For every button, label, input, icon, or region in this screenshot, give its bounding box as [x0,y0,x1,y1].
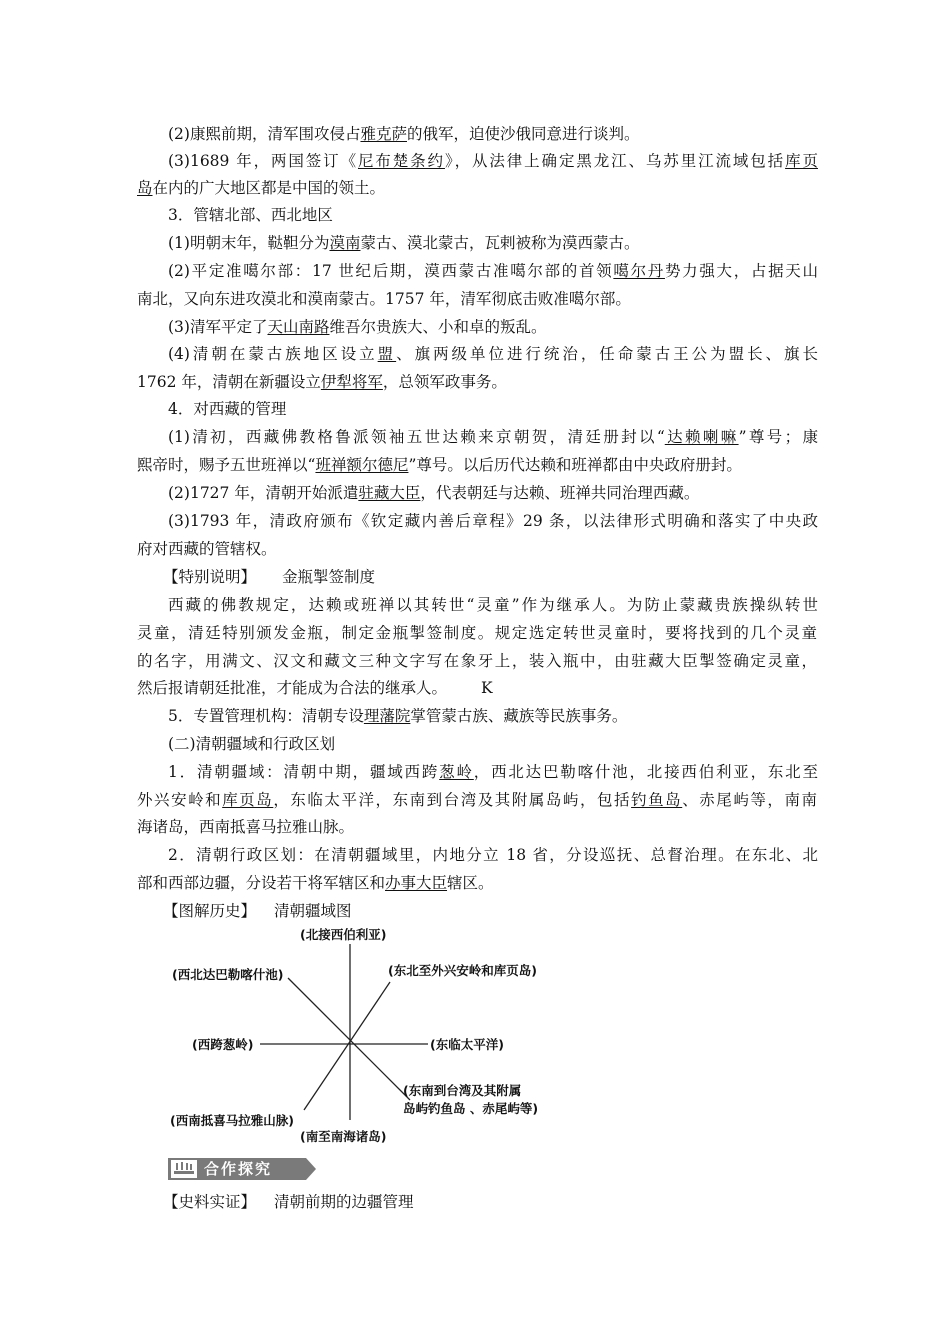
paragraph-line [168,316,818,338]
northwest-southeast-line [288,978,410,1100]
label-southeast-2: 岛屿钓鱼岛 、赤尾屿等) [403,1101,539,1116]
text-run: ，东临太平洋，东南到台湾及其附属岛屿，包括 [273,791,632,809]
text-run: 辖区。 [447,874,494,892]
text-run: ，代表朝廷与达赖、班禅共同治理西藏。 [420,484,700,502]
label-east: (东临太平洋) [430,1037,504,1052]
paragraph-line: 南北，又向东进攻漠北和漠南蒙古。1757 年，清军彻底击败准噶尔部。 [137,290,631,308]
label-south: (南至南海诸岛) [300,1129,387,1144]
underlined-term: 库页岛 [222,791,274,809]
territory-diagram [160,922,580,1154]
paragraph-line: 灵童，清廷特别颁发金瓶，制定金瓶掣签制度。规定选定转世灵童时，要将找到的几个灵童 [137,624,817,642]
text-run: (1)清初，西藏佛教格鲁派领袖五世达赖来京朝贺，清廷册封以“ [168,428,665,446]
text-run: (1)明朝末年，鞑靼分为 [168,234,330,252]
underlined-term: 岛 [137,179,153,197]
paragraph-line [137,789,817,811]
underlined-term: 伊犁将军 [320,373,383,391]
text-run: ”尊号；康 [738,428,818,446]
text-run: (3)1689 年，两国签订《 [168,152,358,170]
underlined-term: 驻藏大臣 [358,484,421,502]
paragraph-line [168,705,818,727]
figure-title: 清朝疆域图 [274,902,352,920]
text-run: 、赤尾屿等，南南 [682,791,817,809]
paragraph-line [168,482,818,504]
figure-heading [163,900,843,922]
text-run: 势力强大，占据天山 [664,262,818,280]
text-run: 1．清朝疆域：清朝中期，疆域西跨 [168,763,440,781]
text-run: 然后报请朝廷批准，才能成为合法的继承人。 [137,679,448,697]
paragraph-line: 海诸岛，西南抵喜马拉雅山脉。 [137,818,355,836]
underlined-term: 天山南路 [267,318,330,336]
paragraph-line [137,872,817,894]
note-tag: 【特别说明】 [163,568,257,586]
paragraph-line [168,123,818,145]
text-run: 在内的广大地区都是中国的领土。 [152,179,386,197]
section-heading: 3．管辖北部、西北地区 [168,206,333,224]
label-west: (西跨葱岭) [192,1037,254,1052]
text-run: 蒙古、漠北蒙古，瓦剌被称为漠西蒙古。 [360,234,640,252]
label-southeast-1: (东南到台湾及其附属 [403,1083,522,1098]
paragraph-line: 府对西藏的管辖权。 [137,540,277,558]
label-northwest: (西北达巴勒喀什池) [172,967,284,982]
paragraph-line [168,343,818,365]
underlined-term: 班禅额尔德尼 [315,456,409,474]
paragraph-line [168,761,818,783]
text-run: 》，从法律上确定黑龙江、乌苏里江流域包括 [444,152,786,170]
note-heading [163,566,843,588]
paragraph-line: (3)1793 年，清政府颁布《钦定藏内善后章程》29 条，以法律形式明确和落实了中央政 [168,512,818,530]
paragraph-line: 2．清朝行政区划：在清朝疆域里，内地分立 18 省，分设巡抚、总督治理。在东北、北 [168,846,818,864]
text-run: 熙帝时，赐予五世班禅以“ [137,456,316,474]
underlined-term: 葱岭 [439,763,474,781]
text-run: 、旗两级单位进行统治，任命蒙古王公为盟长、旗长 [396,345,818,363]
paragraph-line [168,426,818,448]
text-run: 1762 年，清朝在新疆设立 [137,373,321,391]
paragraph-line [137,454,817,476]
text-run: ”尊号。以后历代达赖和班禅都由中央政府册封。 [408,456,742,474]
paragraph-line: 西藏的佛教规定，达赖或班禅以其转世“灵童”作为继承人。为防止蒙藏贵族操纵转世 [168,596,818,614]
section-heading: (二)清朝疆域和行政区划 [168,735,336,753]
paragraph-line [137,177,817,199]
underlined-term: 库页 [785,152,818,170]
paragraph-line [137,371,817,393]
underlined-term: 漠南 [329,234,361,252]
underlined-term: 达赖喇嘛 [664,428,739,446]
text-run: 掌管蒙古族、藏族等民族事务。 [410,707,628,725]
paragraph-line [168,232,818,254]
figure-tag: 【图解历史】 [163,902,257,920]
paragraph-line [168,260,818,282]
banner-label: 合作探究 [204,1160,273,1178]
source-title: 清朝前期的边疆管理 [274,1193,414,1211]
source-heading [163,1191,843,1213]
text-run: (4)清朝在蒙古族地区设立 [168,345,378,363]
source-tag: 【史料实证】 [163,1193,257,1211]
label-northeast: (东北至外兴安岭和库页岛) [388,963,537,978]
stray-mark: K [481,679,493,697]
text-run: ，西北达巴勒喀什池，北接西伯利亚，东北至 [473,763,818,781]
text-run: 部和西部边疆，分设若干将军辖区和 [137,874,386,892]
text-run: (2)1727 年，清朝开始派遣 [168,484,359,502]
label-north: (北接西伯利亚) [300,927,387,942]
text-run: 外兴安岭和 [137,791,223,809]
paragraph-line: 的名字，用满文、汉文和藏文三种文字写在象牙上，装入瓶中，由驻藏大臣掣签确定灵童， [137,652,817,670]
text-run: (2)平定准噶尔部：17 世纪后期，漠西蒙古准噶尔部的首领 [168,262,614,280]
underlined-term: 理藩院 [363,707,411,725]
note-title: 金瓶掣签制度 [282,568,376,586]
underlined-term: 雅克萨 [360,125,407,143]
underlined-term: 办事大臣 [385,874,448,892]
label-southwest: (西南抵喜马拉雅山脉) [170,1113,294,1128]
underlined-term: 尼布楚条约 [357,152,445,170]
paragraph-line [168,150,818,172]
underlined-term: 噶尔丹 [613,262,665,280]
text-run: 维吾尔贵族大、小和卓的叛乱。 [329,318,547,336]
northeast-southwest-line [304,982,390,1110]
underlined-term: 钓鱼岛 [631,791,683,809]
paragraph-line [137,677,817,699]
text-run: 的俄军，迫使沙俄同意进行谈判。 [406,125,640,143]
underlined-term: 盟 [377,345,397,363]
text-run: 5．专置管理机构：清朝专设 [168,707,364,725]
text-run: (3)清军平定了 [168,318,268,336]
section-banner [168,1156,318,1182]
section-heading: 4．对西藏的管理 [168,400,287,418]
text-run: ，总领军政事务。 [382,373,507,391]
text-run: (2)康熙前期，清军围攻侵占 [168,125,361,143]
